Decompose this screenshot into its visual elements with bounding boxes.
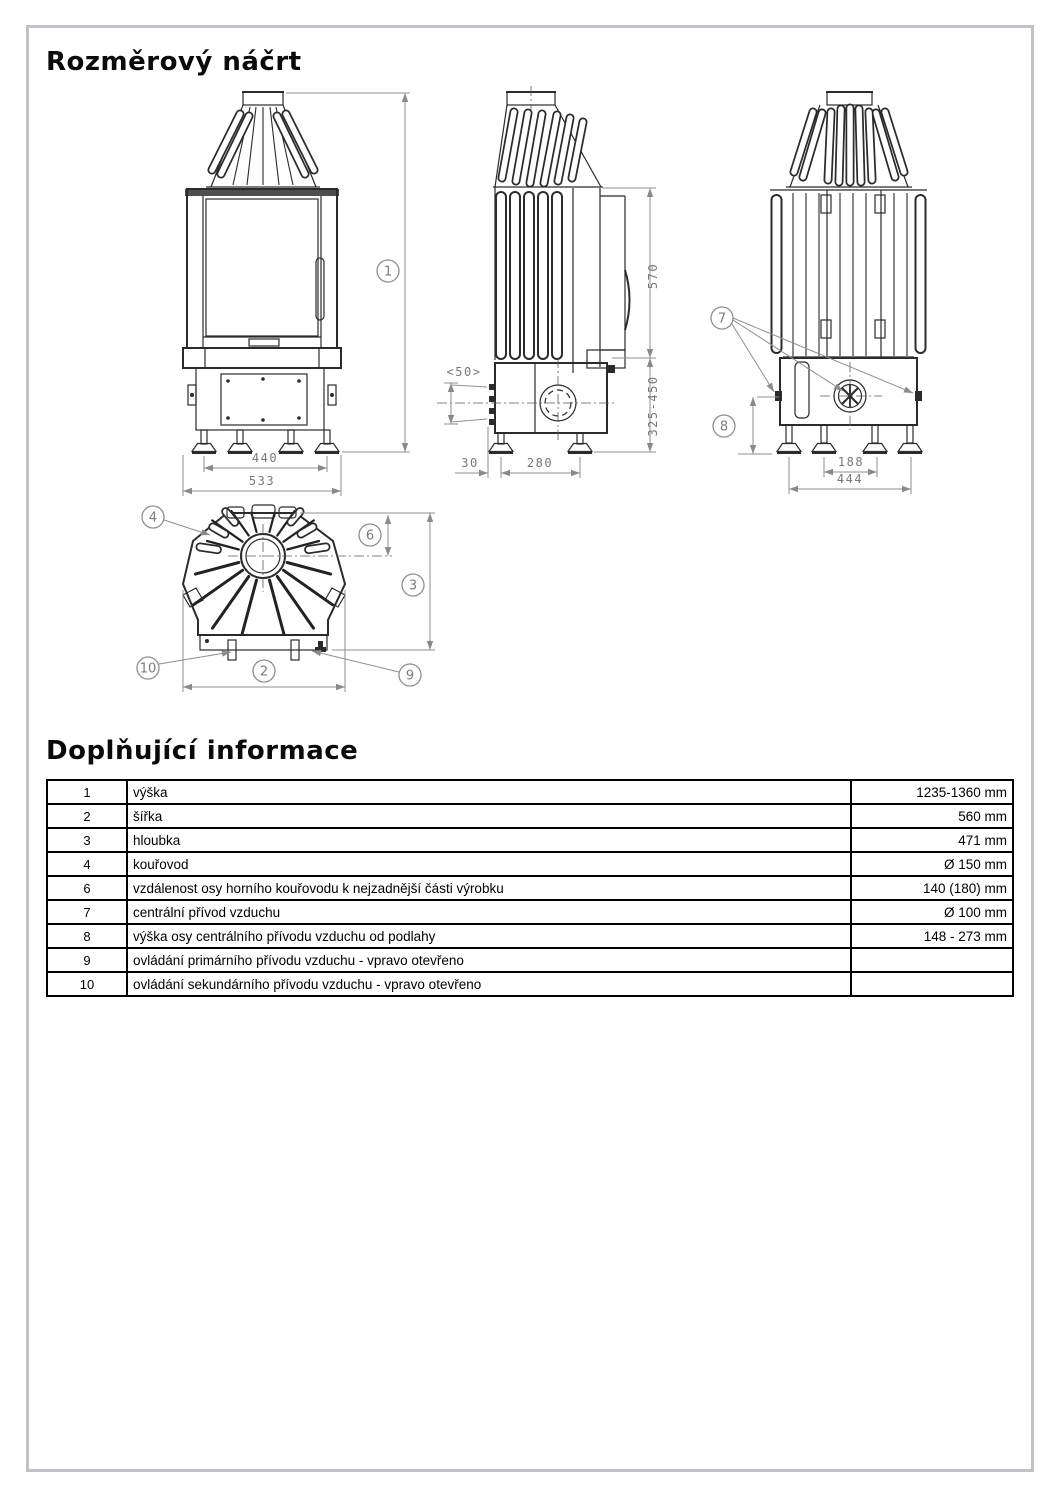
callout-3-label: 3 [408,578,418,594]
central-air-inlet [820,362,882,430]
callout-6-label: 6 [365,528,375,544]
callout-10-group [137,652,231,679]
callout-9-group [312,651,421,686]
dimension-570 [603,188,660,358]
table-row [47,948,1013,972]
dim-444-label: 444 [836,472,864,486]
adjustable-legs-rear [777,425,922,453]
row-label: ovládání primárního přívodu vzduchu - vpravo otevřeno [127,948,851,972]
page-title: Rozměrový náčrt [46,47,302,77]
callout-1-label: 1 [383,264,393,280]
row-label: kouřovod [127,852,851,876]
row-number: 9 [47,948,127,972]
row-value: 148 - 273 mm [851,924,1013,948]
row-label: výška [127,780,851,804]
callout-4-label: 4 [148,510,158,526]
row-label: centrální přívod vzduchu [127,900,851,924]
dimensional-sketch [0,0,1060,740]
callout-10-label: 10 [139,661,157,677]
row-number: 3 [47,828,127,852]
front-view-drawing [183,92,410,496]
dimension-50 [444,365,487,424]
row-number: 1 [47,780,127,804]
row-label: vzdálenost osy horního kouřovodu k nejzadnější části výrobku [127,876,851,900]
flue-collar [242,92,284,105]
vent-slot [795,362,809,418]
heat-exchanger-cone-side [493,105,603,187]
adjustable-legs [192,430,339,453]
ribbed-body-side [495,187,630,373]
row-value: 1235-1360 mm [851,780,1013,804]
table-row [47,852,1013,876]
row-value [851,972,1013,996]
table-row [47,924,1013,948]
adjustable-legs-side [489,433,592,453]
air-control-left [775,391,782,401]
row-number: 2 [47,804,127,828]
dimension-440 [204,451,327,472]
dim-440-label: 440 [251,451,279,465]
row-value: 140 (180) mm [851,876,1013,900]
top-body-outline [183,513,345,660]
door-handle-side [625,270,630,330]
table-row [47,900,1013,924]
dimension-30-280 [455,427,580,478]
row-value: 560 mm [851,804,1013,828]
top-view-drawing [137,505,435,692]
ribbed-body-rear [770,190,927,358]
dim-533-label: 533 [248,474,276,488]
row-value: Ø 100 mm [851,900,1013,924]
dim-50-label: <50> [446,365,482,379]
table-row [47,972,1013,996]
table-row [47,828,1013,852]
row-value: 471 mm [851,828,1013,852]
row-number: 8 [47,924,127,948]
table-row [47,876,1013,900]
callout-8-label: 8 [719,419,729,435]
base-unit [188,368,336,430]
row-label: hloubka [127,828,851,852]
dim-188-label: 188 [837,455,865,469]
side-view-drawing [437,86,660,478]
section-title: Doplňující informace [46,736,359,766]
row-number: 10 [47,972,127,996]
callout-4-group [142,506,210,535]
callout-8-group [713,397,779,454]
flue-collar-rear [826,92,873,105]
callout-3-group [332,513,435,650]
row-label: ovládání sekundárního přívodu vzduchu - vpravo otevřeno [127,972,851,996]
dim-280-label: 280 [526,456,554,470]
row-number: 4 [47,852,127,876]
base-unit-rear [775,358,922,430]
row-label: šířka [127,804,851,828]
dimension-325-450 [594,358,660,452]
door-handle [316,258,324,320]
dim-30-label: 30 [461,456,479,470]
fire-door [185,189,339,348]
flue-collar-side [506,86,556,110]
heat-exchanger-cone-rear [786,105,912,187]
mid-band [183,348,341,368]
callout-7-label: 7 [717,311,727,327]
table-row [47,804,1013,828]
row-number: 7 [47,900,127,924]
callout-2-label: 2 [259,664,269,680]
table-row [47,780,1013,804]
row-label: výška osy centrálního přívodu vzduchu od podlahy [127,924,851,948]
air-control-right [915,391,922,401]
heat-exchanger-cone [206,105,320,187]
rear-view-drawing [711,92,927,494]
dim-570-label: 570 [646,262,660,290]
row-value: Ø 150 mm [851,852,1013,876]
row-value [851,948,1013,972]
additional-info-table [46,779,1014,997]
dim-325-450-label: 325-450 [646,375,660,437]
callout-9-label: 9 [405,668,415,684]
row-number: 6 [47,876,127,900]
